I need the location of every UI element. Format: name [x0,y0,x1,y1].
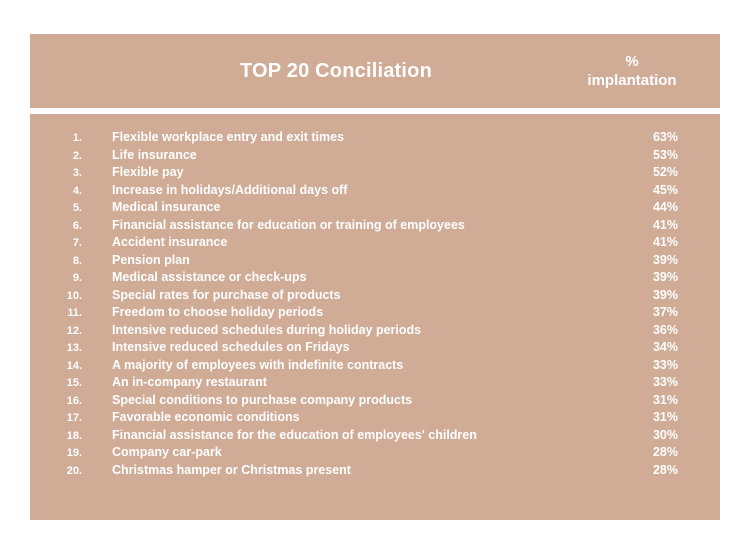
table-row [30,130,720,148]
metric-column-header [562,52,702,90]
row-label: A majority of employees with indefinite contracts [112,357,404,372]
row-rank: 4. [72,184,82,197]
row-value: 37% [652,305,678,319]
row-value: 39% [652,287,678,302]
row-label: Special rates for purchase of products [112,287,341,302]
row-label: Freedom to choose holiday periods [112,305,324,319]
page-title: TOP 20 Conciliation [240,59,432,82]
table-row [30,393,720,411]
row-rank: 10. [66,289,82,302]
table-row [30,305,720,323]
row-label: Accident insurance [112,235,228,249]
row-value: 28% [652,445,678,459]
row-label: Special conditions to purchase company products [112,392,413,407]
row-rank: 17. [66,412,82,424]
row-rank: 7. [72,237,82,249]
table-row [30,323,720,341]
row-label: Increase in holidays/Additional days off [112,182,348,197]
row-label: Intensive reduced schedules during holiday periods [112,322,422,337]
table-row [30,200,720,218]
table-row [30,253,720,271]
row-value: 33% [652,357,678,372]
row-label: Financial assistance for education or training of employees [112,217,465,232]
table-row [30,235,720,253]
row-value: 41% [652,235,678,249]
table-row [30,340,720,358]
row-rank: 9. [72,272,82,284]
row-label: Flexible workplace entry and exit times [112,130,345,144]
row-value: 33% [652,375,678,389]
row-rank: 2. [72,149,82,162]
row-label: Medical insurance [112,200,221,214]
row-value: 31% [652,410,678,424]
row-label: An in-company restaurant [112,375,267,389]
row-value: 45% [652,182,678,197]
row-rank: 11. [67,307,82,319]
ranking-list [30,114,720,480]
table-row [30,270,720,288]
row-label: Flexible pay [112,165,184,179]
row-rank: 18. [66,429,82,442]
metric-percent-symbol: % [625,53,639,70]
row-value: 63% [652,130,678,144]
row-value: 39% [652,270,678,284]
table-row [30,358,720,376]
row-rank: 3. [72,167,82,179]
table-row [30,288,720,306]
row-label: Intensive reduced schedules on Fridays [112,340,350,354]
row-value: 28% [652,462,678,477]
row-rank: 12. [66,324,82,337]
row-label: Favorable economic conditions [112,410,300,424]
row-label: Financial assistance for the education of employees' children [112,427,477,442]
table-row [30,463,720,481]
table-row [30,165,720,183]
table-row [30,183,720,201]
row-rank: 13. [66,342,82,354]
row-label: Pension plan [112,252,190,267]
row-label: Medical assistance or check-ups [112,270,307,284]
row-value: 34% [652,340,678,354]
row-rank: 14. [66,359,82,372]
card-header [30,34,720,108]
row-rank: 5. [72,202,82,214]
row-value: 31% [652,392,678,407]
table-row [30,445,720,463]
table-row [30,428,720,446]
table-row [30,148,720,166]
row-label: Company car-park [112,445,222,459]
row-value: 30% [652,427,678,442]
table-row [30,218,720,236]
row-label: Life insurance [112,147,197,162]
row-value: 52% [652,165,678,179]
row-value: 41% [652,217,678,232]
row-rank: 20. [66,464,82,477]
row-value: 39% [652,252,678,267]
row-rank: 15. [66,377,82,389]
row-rank: 16. [66,394,82,407]
row-rank: 19. [66,447,82,459]
row-value: 44% [652,200,678,214]
row-label: Christmas hamper or Christmas present [112,462,351,477]
table-row [30,410,720,428]
metric-label: implantation [587,72,677,89]
row-value: 53% [652,147,678,162]
row-rank: 6. [72,219,82,232]
conciliation-ranking-card [30,34,720,520]
row-rank: 1. [72,132,82,144]
row-value: 36% [652,322,678,337]
table-row [30,375,720,393]
row-rank: 8. [72,254,82,267]
